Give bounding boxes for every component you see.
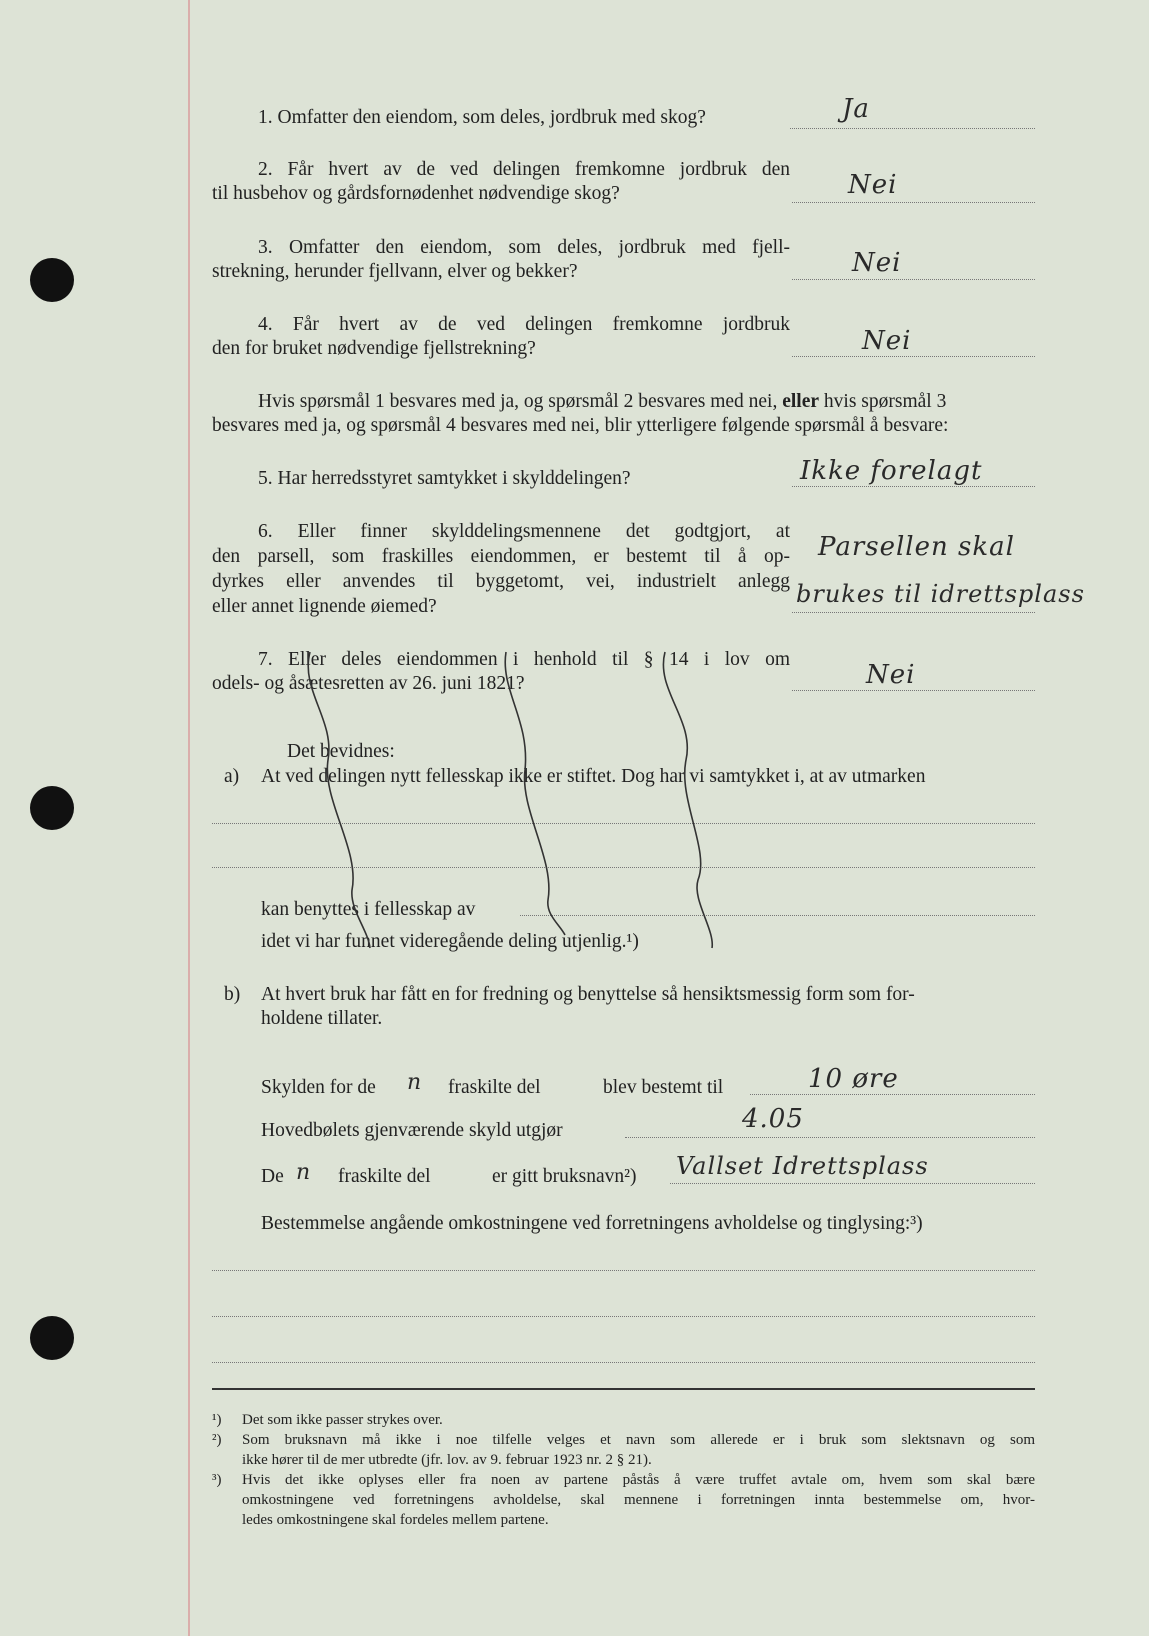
question-6-line-4: eller annet lignende øiemed? (212, 596, 437, 617)
skyld-line-1-c: blev bestemt til (603, 1077, 724, 1098)
footnote-3-line-3: ledes omkostningene skal fordeles mellem partene. (242, 1512, 549, 1528)
question-4-line-1: 4. Får hvert av de ved delingen fremkomne jordbruk (258, 314, 790, 335)
answer-1: Ja (842, 94, 870, 124)
skyld-line-3-a: De (261, 1166, 284, 1187)
condition-text-b: hvis spørsmål 3 (823, 391, 947, 412)
answer-6-line-2: brukes til idrettsplass (796, 580, 1085, 608)
question-3-line-2: strekning, herunder fjellvann, elver og bekker? (212, 261, 578, 282)
answer-5: Ikke forelagt (800, 456, 983, 486)
condition-text-a: Hvis spørsmål 1 besvares med ja, og spørsmål 2 besvares med nei, (258, 391, 778, 412)
question-4-line-2: den for bruket nødvendige fjellstrekning? (212, 338, 536, 359)
skyld-line-3-b: fraskilte del (338, 1166, 431, 1187)
fill-line (212, 1362, 1035, 1363)
fill-line (212, 1270, 1035, 1271)
certify-intro: Det bevidnes: (287, 741, 395, 762)
question-2-line-2: til husbehov og gårdsfornødenhet nødvendige skog? (212, 183, 620, 204)
costs-line: Bestemmelse angående omkostningene ved forretningens avholdelse og tinglysing:³) (261, 1213, 923, 1234)
certify-b-line-1: At hvert bruk har fått en for fredning og benyttelse så hensiktsmessig form som for- (261, 984, 915, 1005)
question-5: 5. Har herredsstyret samtykket i skylddelingen? (258, 468, 631, 489)
answer-4: Nei (862, 326, 912, 356)
answer-2: Nei (848, 170, 898, 200)
footnote-1: Det som ikke passer strykes over. (242, 1412, 443, 1428)
fill-line (212, 1316, 1035, 1317)
question-6-line-3: dyrkes eller anvendes til byggetomt, vei, industrielt anlegg (212, 571, 790, 592)
skyld-line-1-a: Skylden for de (261, 1077, 376, 1098)
condition-bold: eller (782, 391, 820, 412)
footnote-2-mark: ²) (212, 1432, 222, 1448)
condition-line-2: besvares med ja, og spørsmål 4 besvares med nei, blir ytterligere følgende spørsmål å besvare: (212, 415, 949, 436)
skyld-line-2: Hovedbølets gjenværende skyld utgjør (261, 1120, 563, 1141)
footnote-1-mark: ¹) (212, 1412, 222, 1428)
skyld-line-3-c: er gitt bruksnavn²) (492, 1166, 637, 1187)
skyld-line-3-mark: n (296, 1160, 312, 1185)
question-2-line-1: 2. Får hvert av de ved delingen fremkomne jordbruk den (258, 159, 790, 180)
answer-6-line-1: Parsellen skal (818, 532, 1015, 562)
answer-7: Nei (866, 660, 916, 690)
question-7-line-1: 7. Eller deles eiendommen i henhold til § 14 i lov om (258, 649, 790, 670)
skyld-line-2-answer: 4.05 (742, 1104, 804, 1134)
certify-b-line-2: holdene tillater. (261, 1008, 383, 1029)
skyld-line-3-answer: Vallset Idrettsplass (676, 1152, 929, 1180)
footnote-3-mark: ³) (212, 1472, 222, 1488)
certify-a-line-3: idet vi har funnet videregående deling utjenlig.¹) (261, 931, 639, 952)
skyld-line-1-answer: 10 øre (808, 1064, 899, 1094)
answer-line (670, 1183, 1035, 1184)
question-6-line-1: 6. Eller finner skylddelingsmennene det godtgjort, at (258, 521, 790, 542)
question-3-line-1: 3. Omfatter den eiendom, som deles, jordbruk med fjell- (258, 237, 790, 258)
question-7-line-2: odels- og åsætesretten av 26. juni 1821? (212, 673, 525, 694)
answer-line (750, 1094, 1035, 1095)
certify-a-line-2: kan benyttes i fellesskap av (261, 899, 476, 920)
question-1: 1. Omfatter den eiendom, som deles, jordbruk med skog? (258, 107, 706, 128)
certify-a-label: a) (224, 766, 240, 787)
skyld-line-1-b: fraskilte del (448, 1077, 541, 1098)
certify-b-label: b) (224, 984, 241, 1005)
footnote-3-line-2: omkostningene ved forretningens avholdelse, skal mennene i forretningen innta bestemmelse om, hvor- (242, 1492, 1035, 1508)
footnote-2-line-2: ikke hører til de mer utbredte (jfr. lov. av 9. februar 1923 nr. 2 § 21). (242, 1452, 652, 1468)
skyld-line-1-mark: n (407, 1070, 423, 1095)
footnote-3-line-1: Hvis det ikke oplyses eller fra noen av partene påstås å være truffet avtale om, hvem som skal bære (242, 1472, 1035, 1488)
question-6-line-2: den parsell, som fraskilles eiendommen, er bestemt til å op- (212, 546, 790, 567)
answer-3: Nei (852, 248, 902, 278)
footnote-2-line-1: Som bruksnavn må ikke i noe tilfelle velges et navn som allerede er i bruk som slektsnavn og som (242, 1432, 1035, 1448)
footnote-rule (212, 1388, 1035, 1390)
answer-line (625, 1137, 1035, 1138)
certify-a-text: At ved delingen nytt fellesskap ikke er stiftet. Dog har vi samtykket i, at av utmarken (261, 766, 926, 787)
